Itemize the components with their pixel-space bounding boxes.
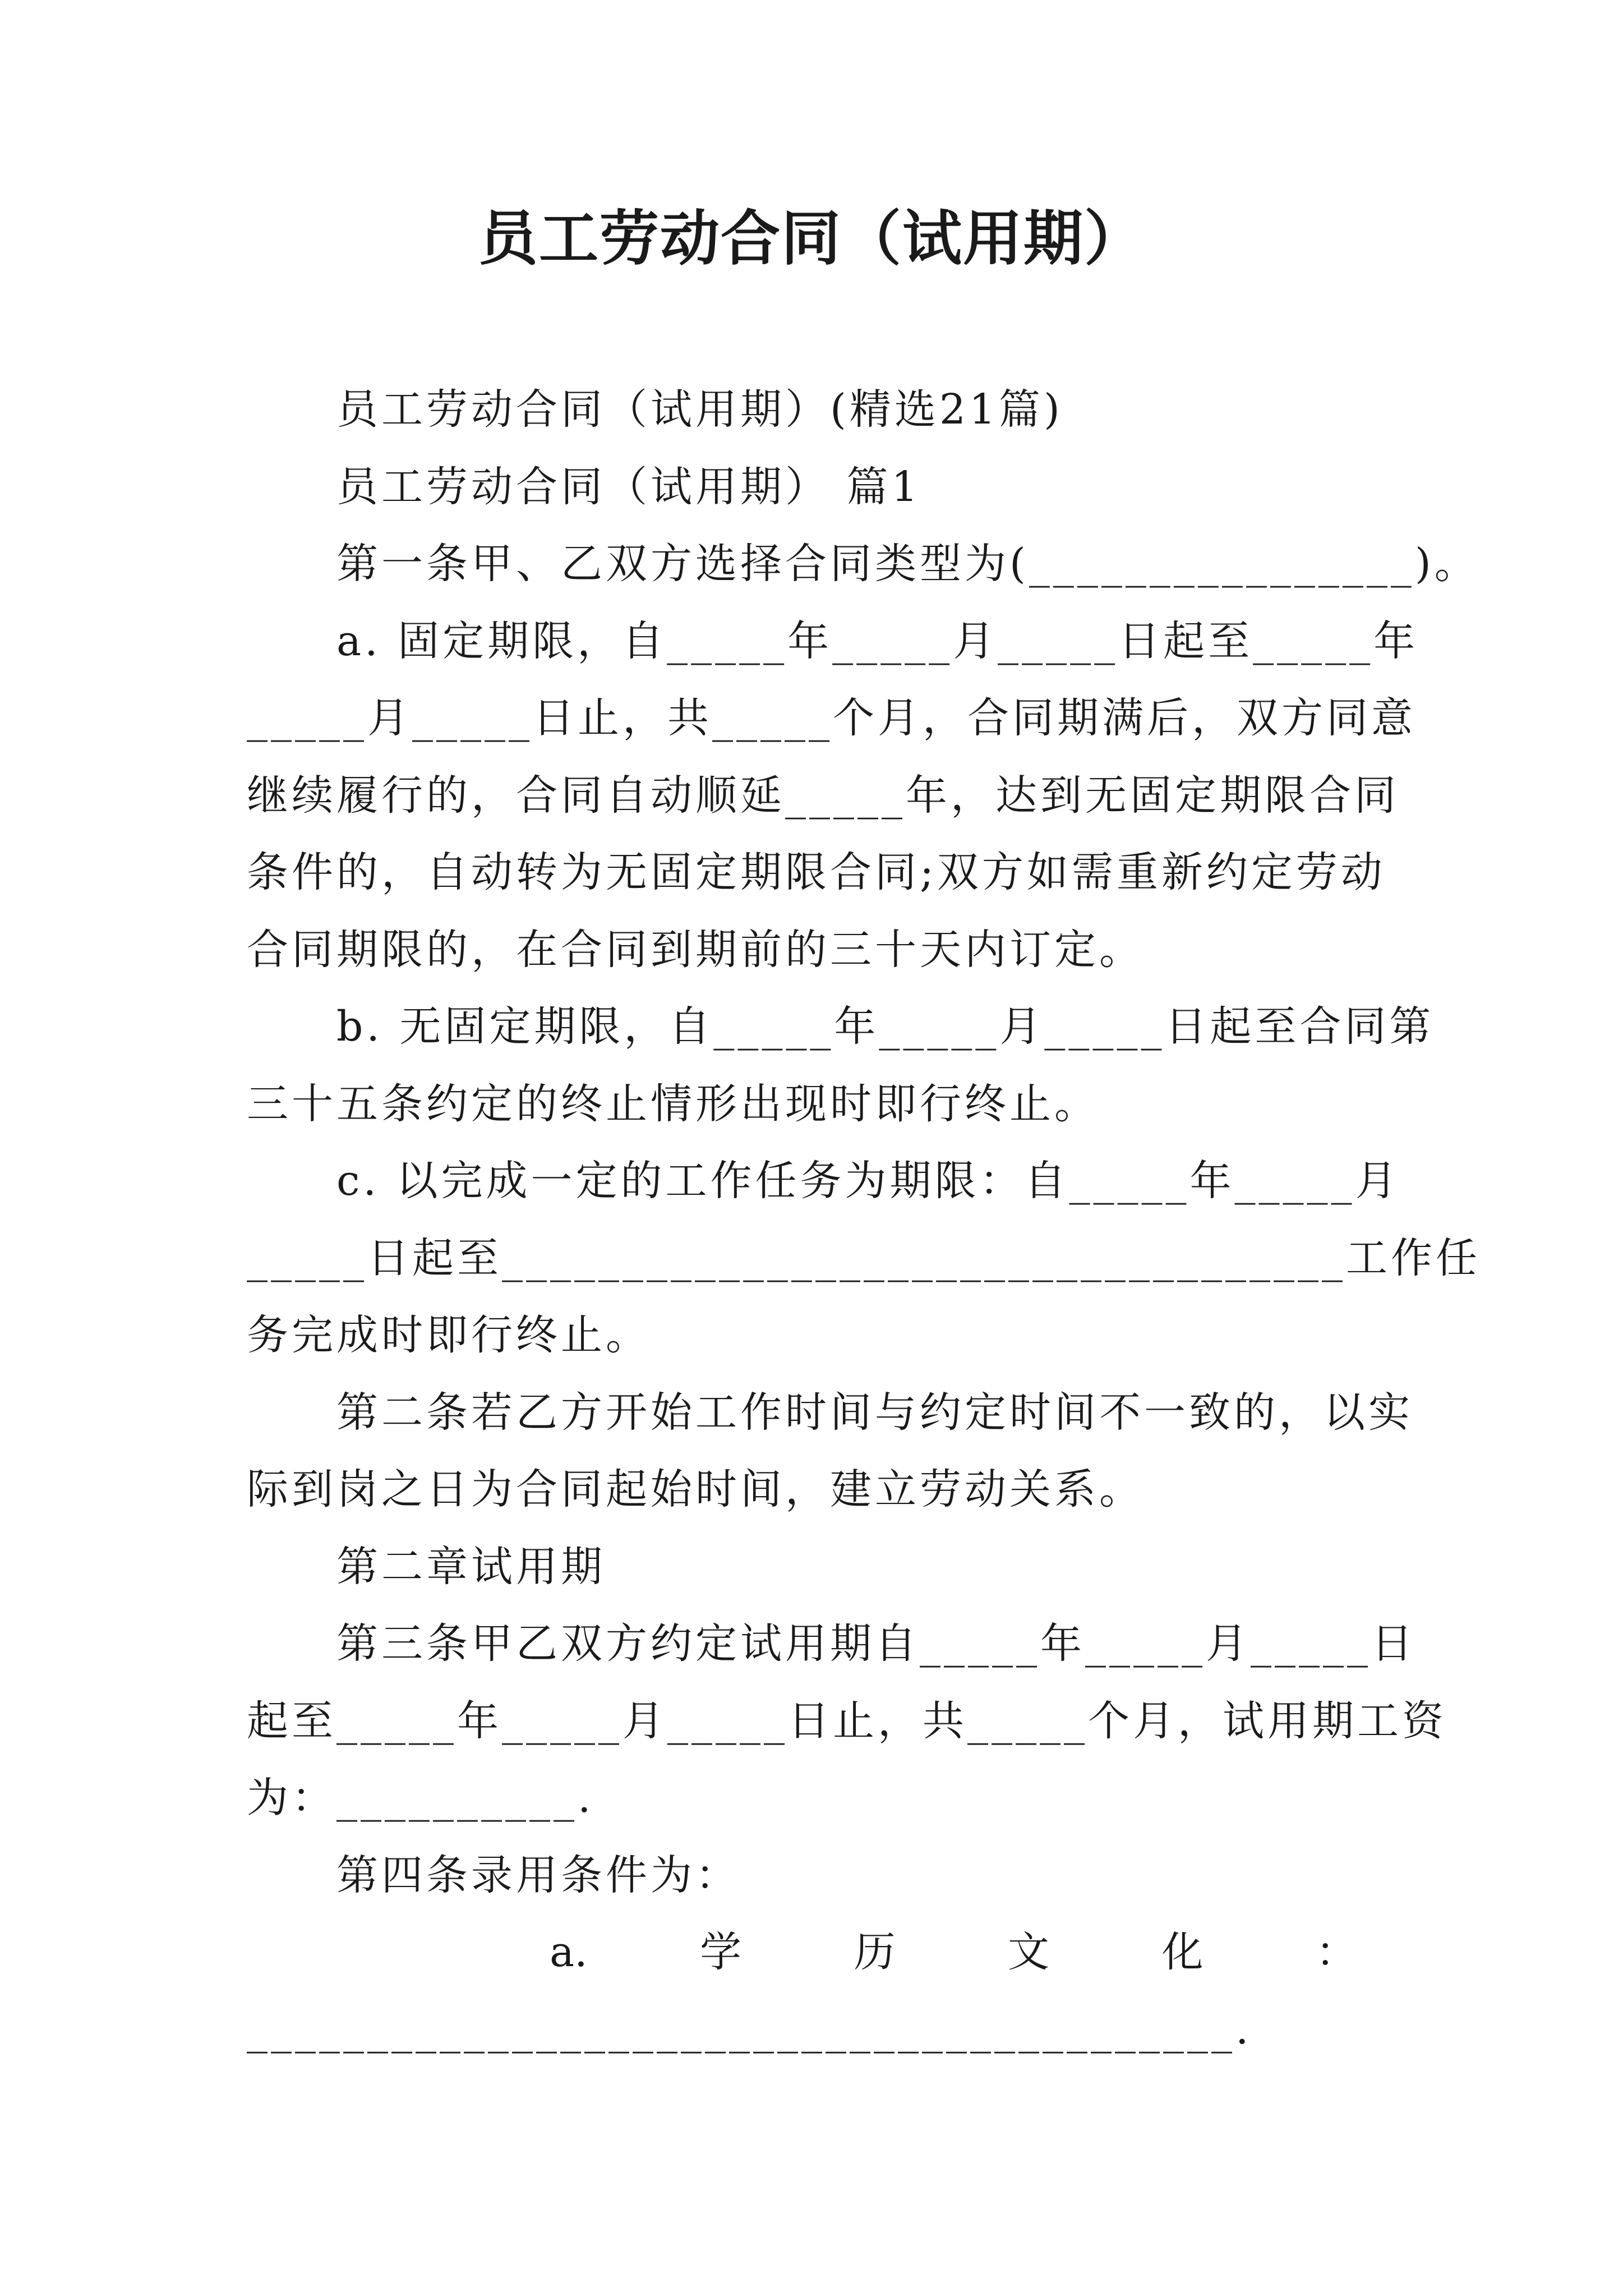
- clause-a-line-2: _____月_____日止，共_____个月，合同期满后，双方同意: [247, 694, 1416, 742]
- chapter-2-heading: 第二章试用期: [336, 1543, 606, 1591]
- education-label-part: 文: [1008, 1928, 1050, 1976]
- clause-b-line-2: 三十五条约定的终止情形出现时即行终止。: [247, 1080, 1099, 1128]
- document-title: 员工劳动合同（试用期）: [478, 203, 1145, 273]
- article-4-line-1: 第四条录用条件为：: [336, 1851, 740, 1899]
- clause-a-line-1: a. 固定期限，自_____年_____月_____日起至_____年: [336, 617, 1419, 665]
- article-3-line-3: 为：__________.: [247, 1774, 594, 1822]
- education-label-part: 学: [700, 1928, 742, 1976]
- article-2-line-2: 际到岗之日为合同起始时间，建立劳动关系。: [247, 1465, 1144, 1513]
- education-blank-line: _________________________________________.: [247, 2005, 1252, 2054]
- clause-a-line-3: 继续履行的，合同自动顺延_____年，达到无固定期限合同: [247, 771, 1399, 820]
- education-label-part: 化: [1161, 1928, 1204, 1976]
- subtitle-line: 员工劳动合同（试用期）(精选21篇): [336, 385, 1063, 434]
- education-label-part: 历: [854, 1928, 896, 1976]
- section-heading: 员工劳动合同（试用期） 篇1: [336, 463, 921, 511]
- clause-b-line-1: b. 无固定期限，自_____年_____月_____日起至合同第: [336, 1002, 1435, 1051]
- education-label-part: a.: [550, 1928, 588, 1976]
- clause-c-line-1: c. 以完成一定的工作任务为期限：自_____年_____月: [336, 1157, 1400, 1205]
- clause-a-line-4: 条件的，自动转为无固定期限合同;双方如需重新约定劳动: [247, 848, 1386, 896]
- clause-c-line-3: 务完成时即行终止。: [247, 1311, 651, 1359]
- article-2-line-1: 第二条若乙方开始工作时间与约定时间不一致的，以实: [336, 1388, 1413, 1437]
- article-3-line-2: 起至_____年_____月_____日止，共_____个月，试用期工资: [247, 1697, 1447, 1745]
- clause-c-line-2: _____日起至___________________________________工作任: [247, 1234, 1481, 1282]
- article-1: 第一条甲、乙双方选择合同类型为(________________)。: [336, 540, 1479, 588]
- article-3-line-1: 第三条甲乙双方约定试用期自_____年_____月_____日: [336, 1619, 1416, 1668]
- education-line: [550, 1924, 1357, 1980]
- education-label-part: ：: [1315, 1928, 1357, 1976]
- clause-a-line-5: 合同期限的，在合同到期前的三十天内订定。: [247, 926, 1144, 974]
